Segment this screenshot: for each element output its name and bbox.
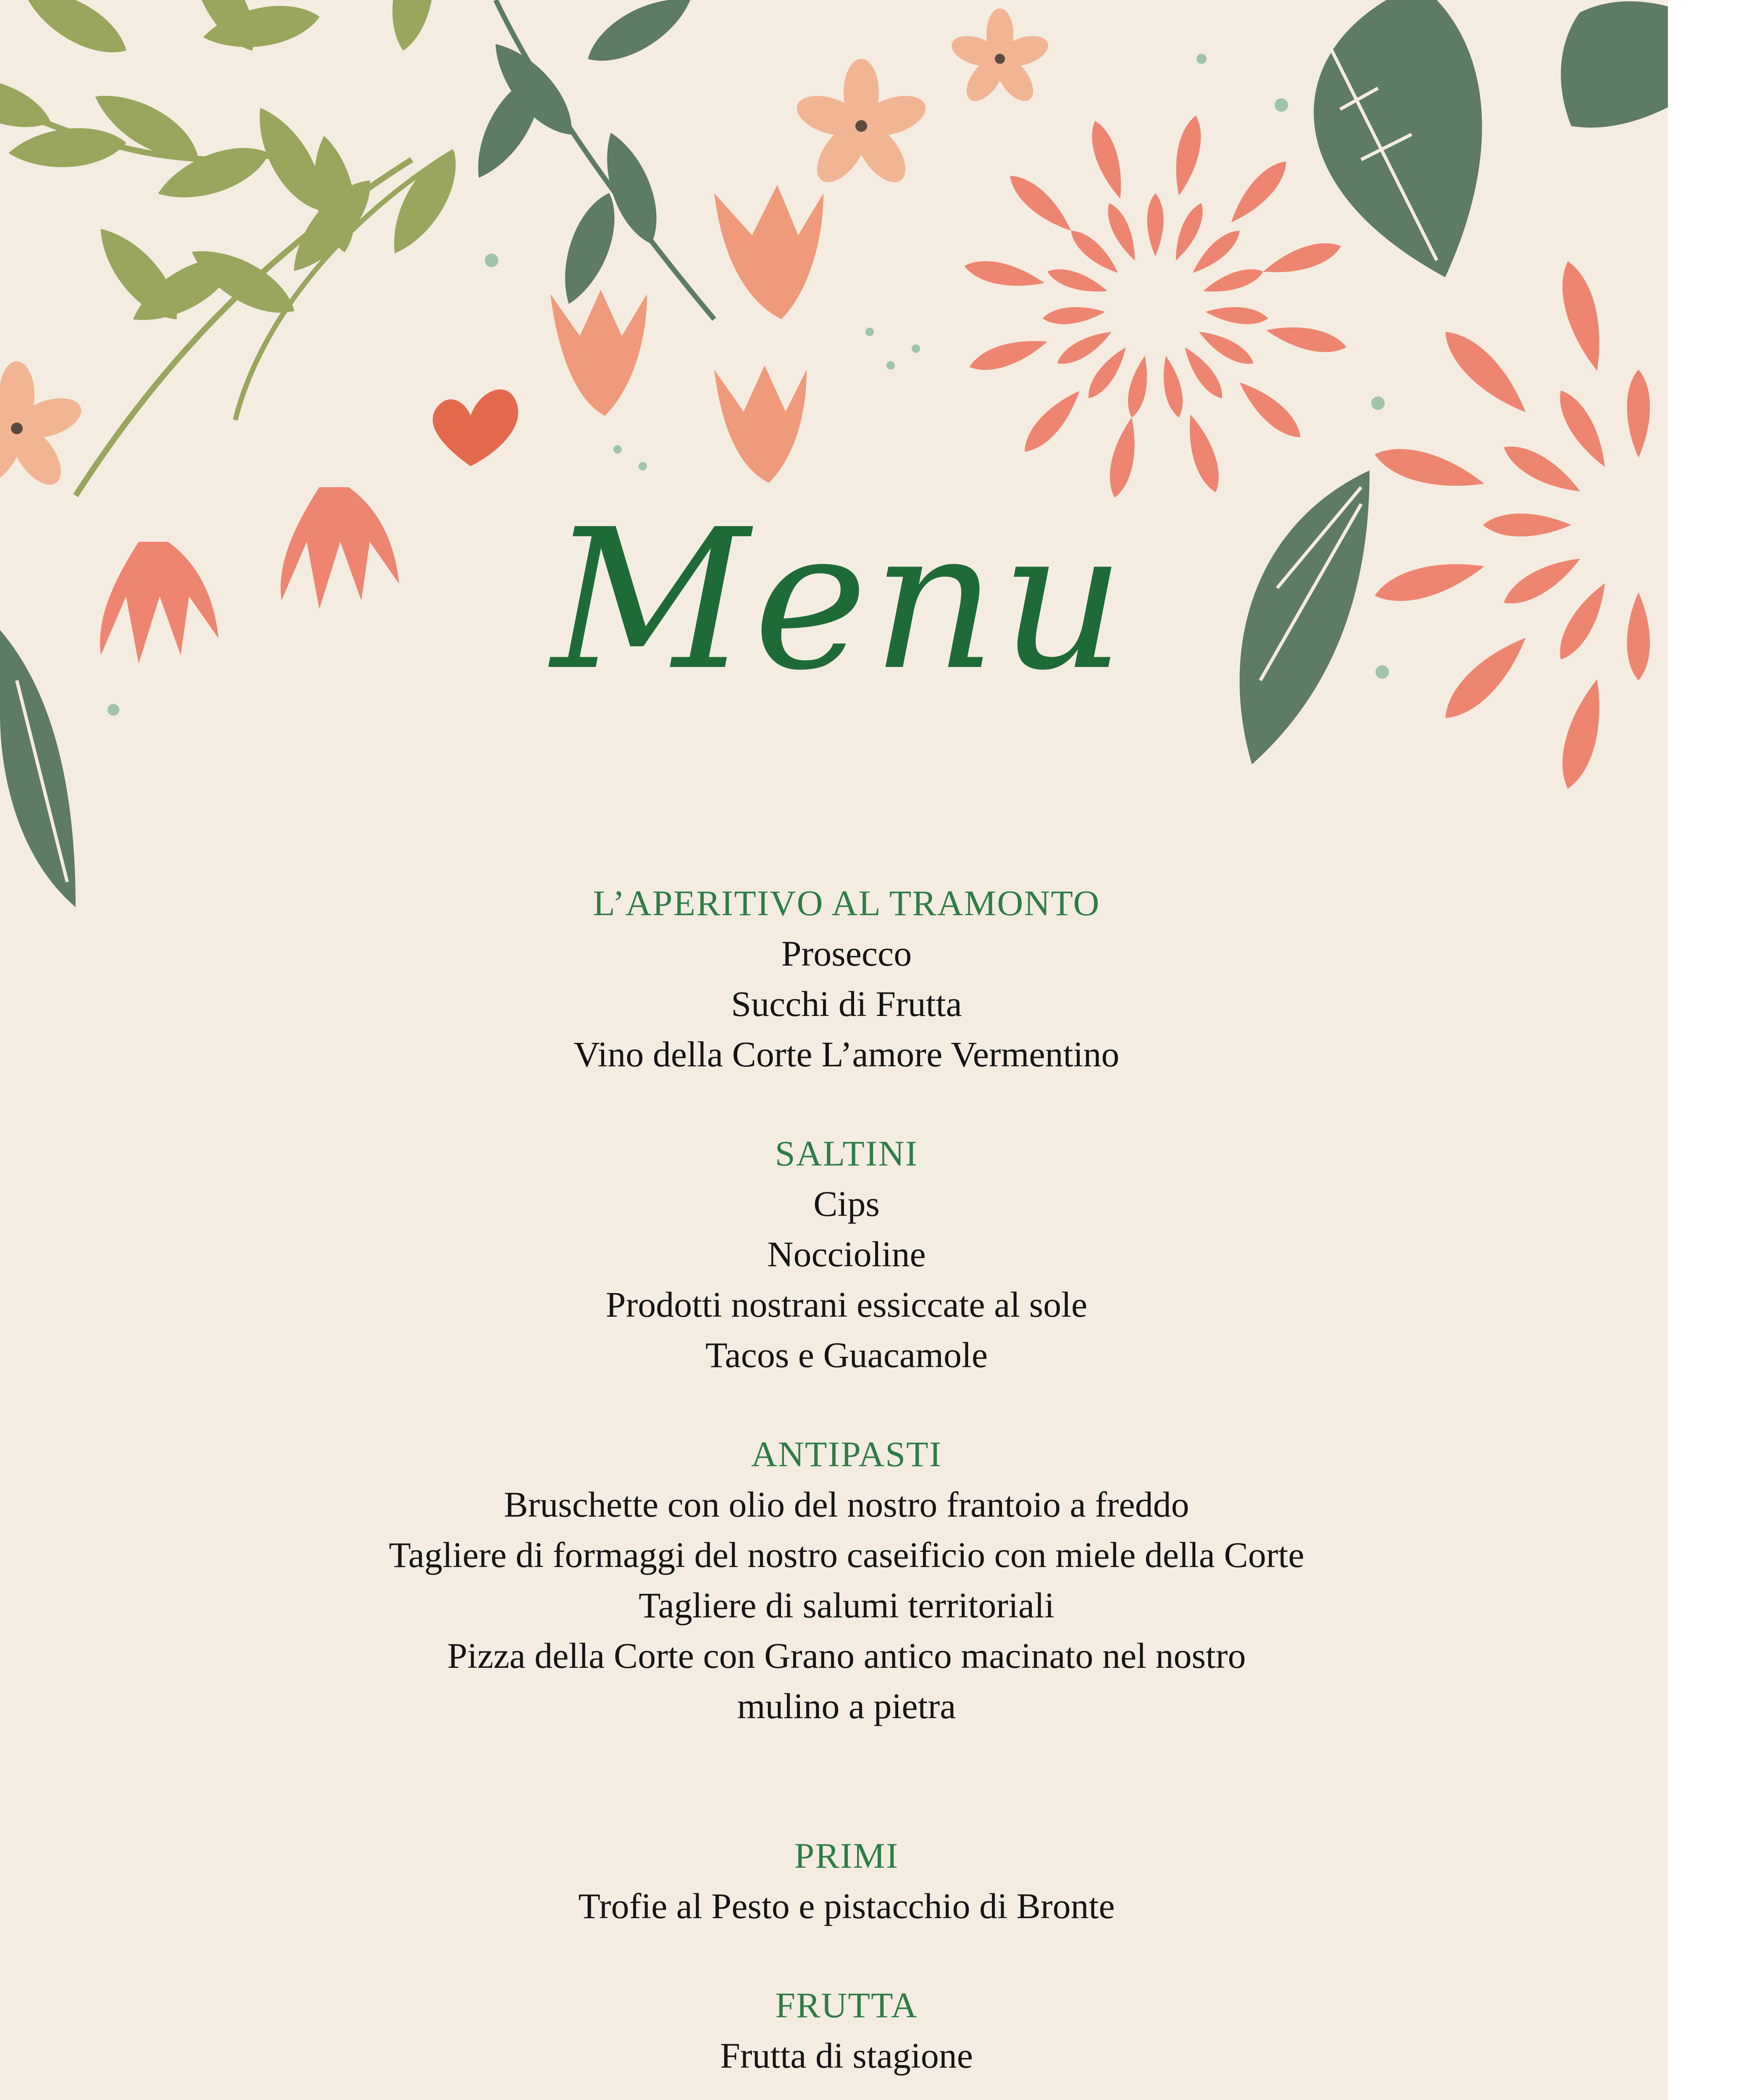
sage-branch xyxy=(463,0,714,319)
menu-item: Pizza della Corte con Grano antico macinato nel nostro xyxy=(447,1635,1246,1676)
section-frutta xyxy=(0,1980,1668,2081)
menu-item: Noccioline xyxy=(767,1234,926,1274)
menu-item: Cips xyxy=(813,1184,880,1224)
section-heading: ANTIPASTI xyxy=(751,1434,942,1474)
menu-item: Succhi di Frutta xyxy=(731,984,962,1024)
menu-item: Tagliere di salumi territoriali xyxy=(639,1585,1054,1625)
section-heading: L’APERITIVO AL TRAMONTO xyxy=(593,883,1100,923)
menu-item: Vino della Corte L’amore Vermentino xyxy=(573,1034,1120,1074)
menu-item: Prosecco xyxy=(781,933,912,974)
menu-title: Menu xyxy=(551,488,1129,713)
section-heading: SALTINI xyxy=(775,1133,918,1173)
dahlia-edge xyxy=(1371,257,1668,793)
menu-item: Trofie al Pesto e pistacchio di Bronte xyxy=(578,1886,1115,1926)
hanging-blossoms xyxy=(100,487,399,664)
section-saltini xyxy=(0,1128,1668,1380)
menu-item: Prodotti nostrani essiccate al sole xyxy=(605,1284,1088,1325)
section-primi xyxy=(0,1830,1668,1931)
menu-item: Tacos e Guacamole xyxy=(705,1335,988,1375)
menu-item: mulino a pietra xyxy=(737,1686,956,1726)
dahlia-large xyxy=(962,113,1349,500)
menu-item: Tagliere di formaggi del nostro caseificio con miele della Corte xyxy=(389,1535,1304,1575)
section-heading: FRUTTA xyxy=(775,1985,918,2025)
menu-item: Bruschette con olio del nostro frantoio a freddo xyxy=(504,1484,1189,1525)
menu-item: Frutta di stagione xyxy=(720,2035,973,2076)
heart-icon xyxy=(433,389,518,466)
menu-list xyxy=(0,878,1668,2100)
section-aperitivo xyxy=(0,878,1668,1079)
section-heading: PRIMI xyxy=(794,1835,899,1876)
section-antipasti xyxy=(0,1429,1668,1731)
